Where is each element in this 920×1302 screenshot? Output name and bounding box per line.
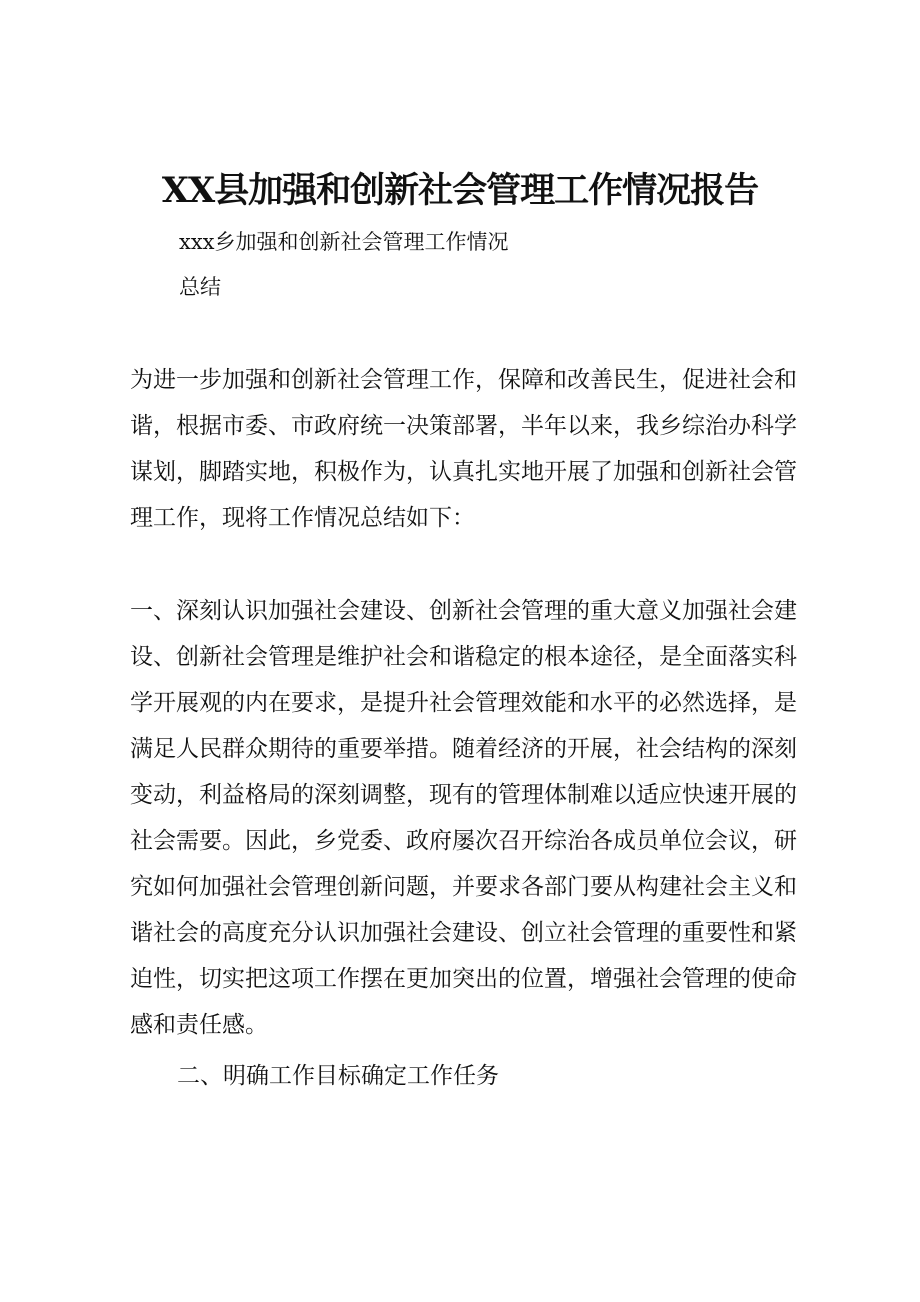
section-one-paragraph: 一、深刻认识加强社会建设、创新社会管理的重大意义加强社会建设、创新社会管理是维护社会和谐稳定的根本途径，是全面落实科学开展观的内在要求，是提升社会管理效能和水平的必然选择，是满足人民群众期待的重要举措。随着经济的开展，社会结构的深刻变动，利益格局的深刻调整，现有的管理体制难以适应快速开展的社会需要。因此，乡党委、政府屡次召开综治各成员单位会议，研究如何加强社会管理创新问题，并要求各部门要从构建社会主义和谐社会的高度充分认识加强社会建设、创立社会管理的重要性和紧迫性，切实把这项工作摆在更加突出的位置，增强社会管理的使命感和责任感。	[130, 598, 797, 1038]
section-two-heading: 二、明确工作目标确定工作任务	[177, 1063, 499, 1089]
intro-paragraph: 为进一步加强和创新社会管理工作，保障和改善民生，促进社会和谐，根据市委、市政府统一决策部署，半年以来，我乡综治办科学谋划，脚踏实地，积极作为，认真扎实地开展了加强和创新社会管理工作，现将工作情况总结如下：	[130, 367, 797, 531]
document-title: XX县加强和创新社会管理工作情况报告	[161, 170, 759, 211]
document-subtitle: xxx乡加强和创新社会管理工作情况	[179, 230, 509, 254]
document-subtitle-continued: 总结	[179, 275, 221, 299]
